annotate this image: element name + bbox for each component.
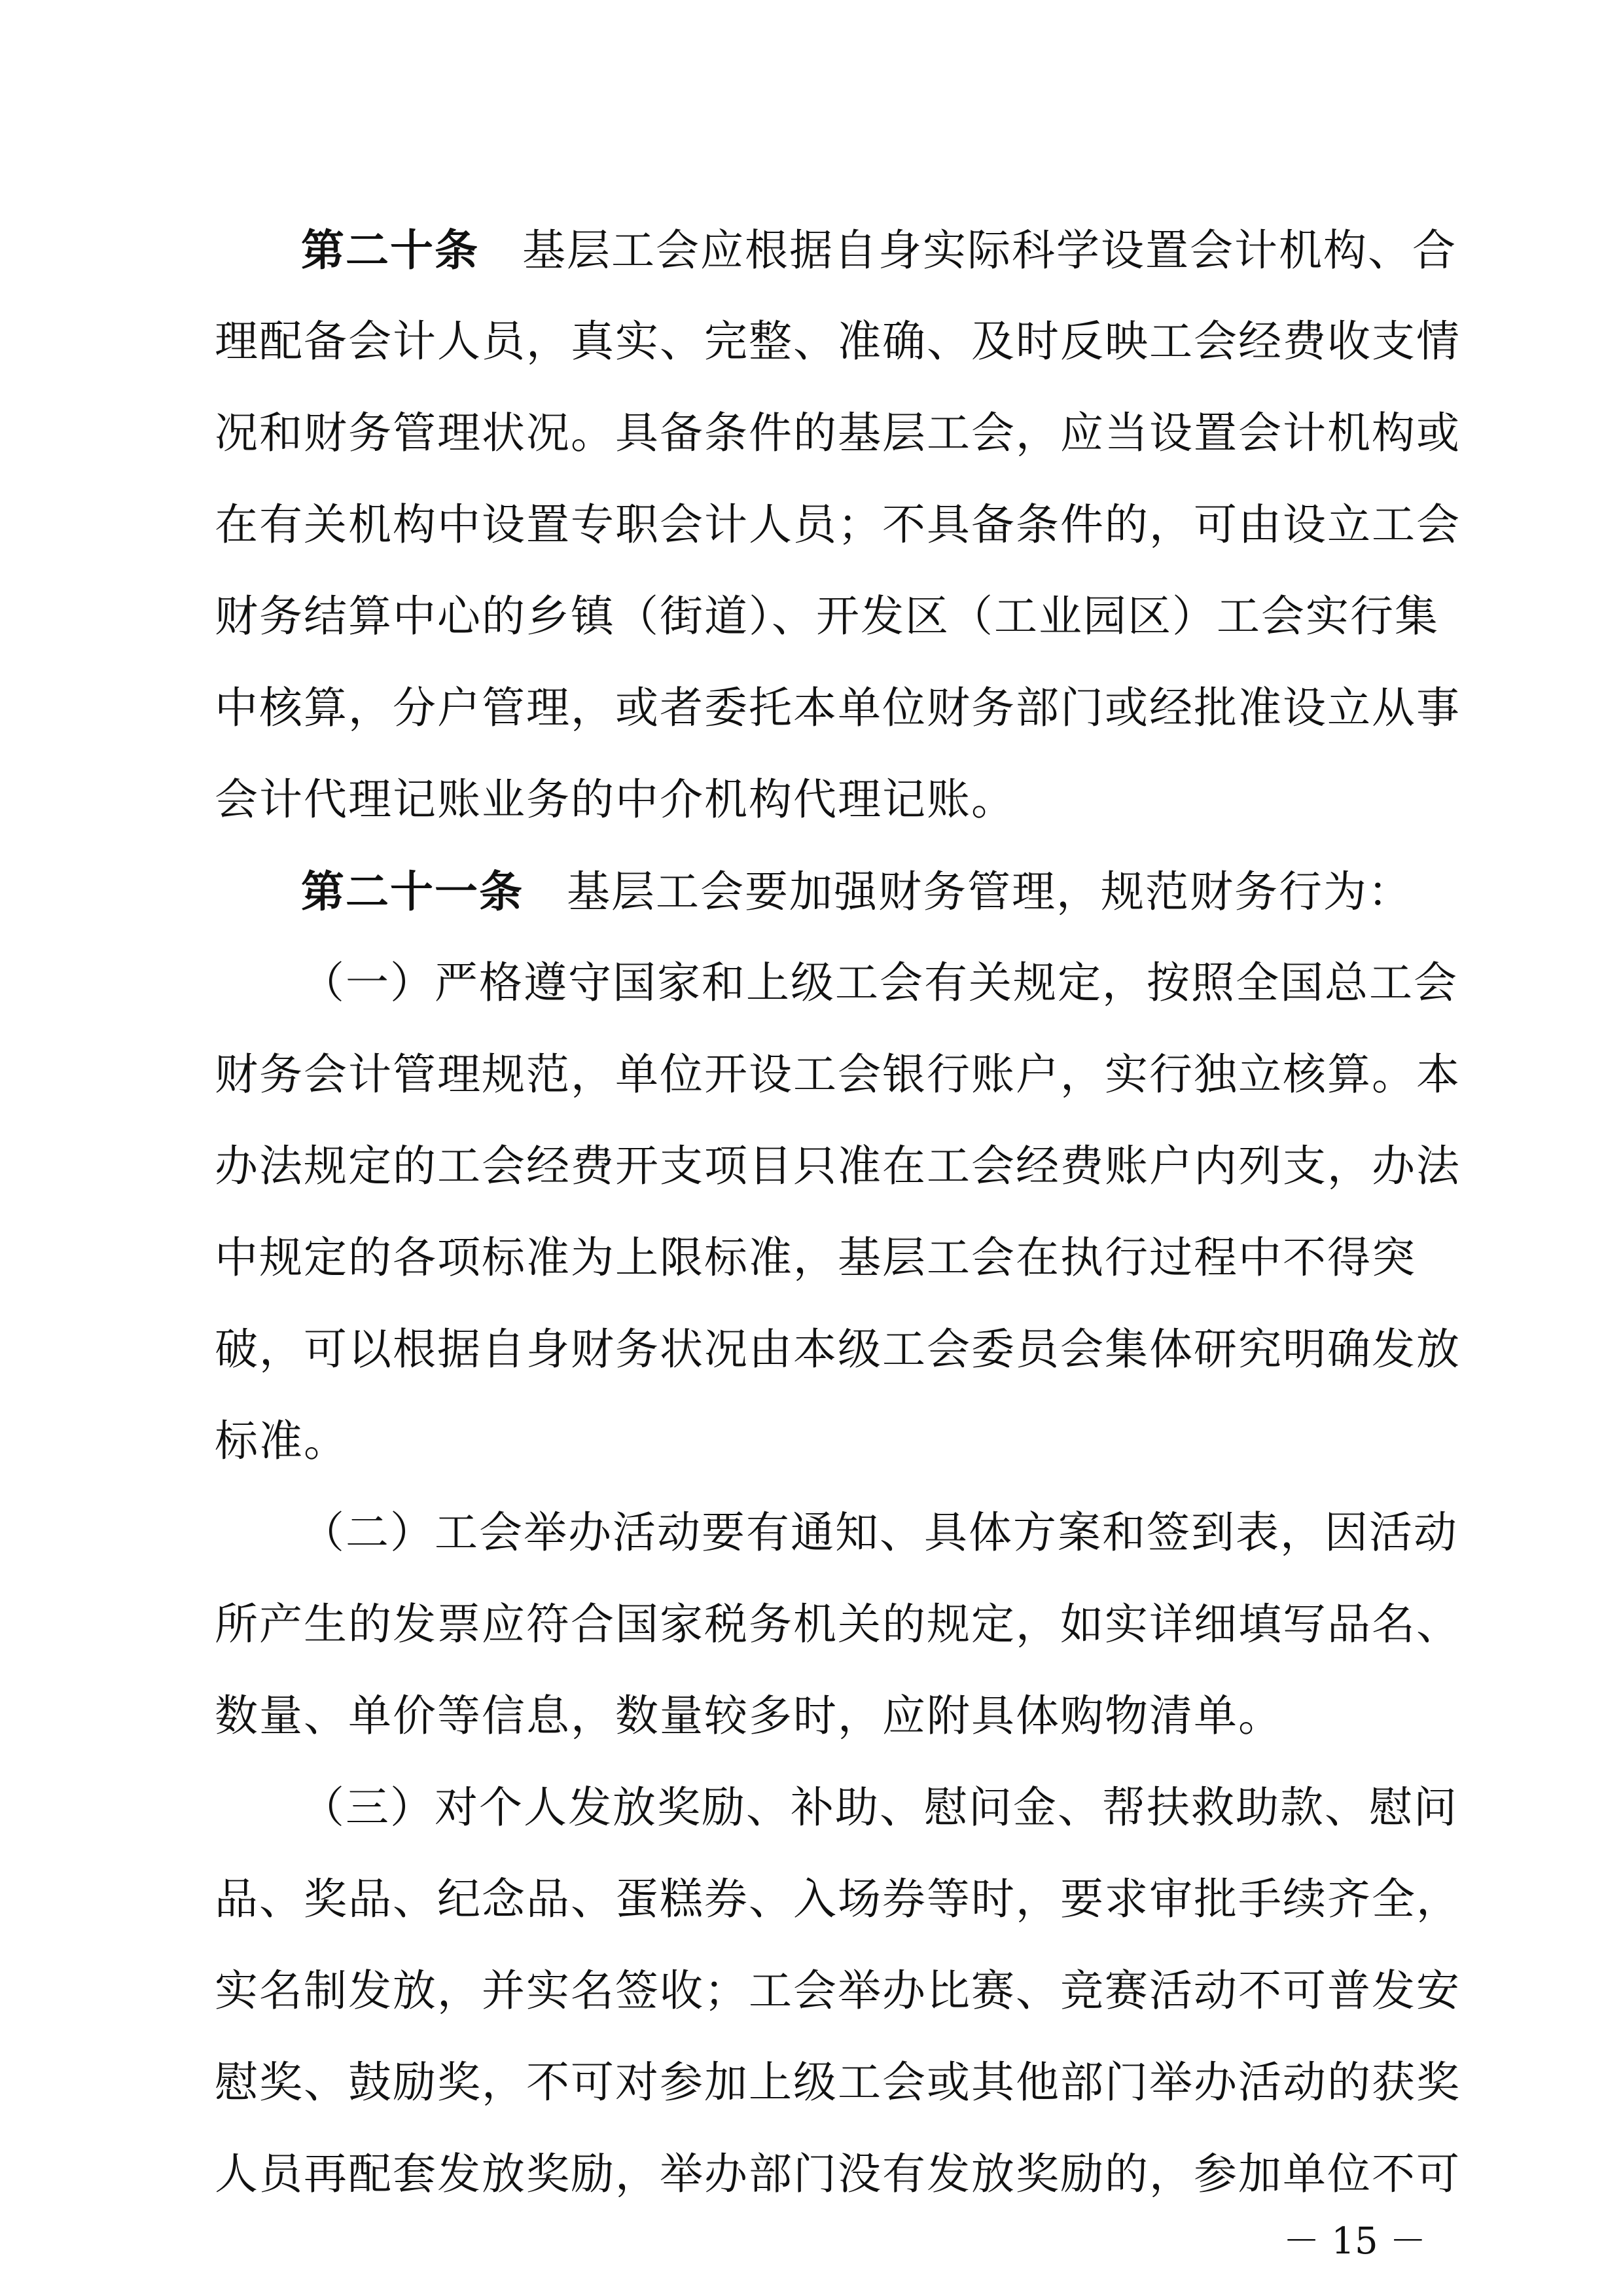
- article-21-title: 第二十一条: [301, 866, 524, 917]
- article-20-text: 基层工会应根据自身实际科学设置会计机构、合: [522, 225, 1457, 276]
- item-2-line-2: 所产生的发票应符合国家税务机关的规定，如实详细填写品名、: [215, 1599, 1461, 1649]
- item-1-line-5: 破，可以根据自身财务状况由本级工会委员会集体研究明确发放: [215, 1324, 1461, 1374]
- item-2-line-3: 数量、单价等信息，数量较多时，应附具体购物清单。: [215, 1691, 1283, 1741]
- item-3-line-1: （三）对个人发放奖励、补助、慰问金、帮扶救助款、慰问: [301, 1782, 1458, 1833]
- article-20-line-2: 理配备会计人员，真实、完整、准确、及时反映工会经费收支情: [215, 316, 1461, 367]
- item-1-line-4: 中规定的各项标准为上限标准，基层工会在执行过程中不得突: [215, 1232, 1416, 1283]
- item-2-line-1: （二）工会举办活动要有通知、具体方案和签到表，因活动: [301, 1507, 1458, 1558]
- item-3-line-4: 慰奖、鼓励奖，不可对参加上级工会或其他部门举办活动的获奖: [215, 2057, 1461, 2108]
- article-20-line-7: 会计代理记账业务的中介机构代理记账。: [215, 774, 1016, 825]
- article-21-first-line: [301, 846, 1412, 937]
- article-20-line-5: 财务结算中心的乡镇（街道）、开发区（工业园区）工会实行集: [215, 591, 1439, 641]
- item-3-line-3: 实名制发放，并实名签收；工会举办比赛、竞赛活动不可普发安: [215, 1965, 1461, 2016]
- article-20-line-6: 中核算，分户管理，或者委托本单位财务部门或经批准设立从事: [215, 683, 1461, 733]
- article-20-first-line: [301, 204, 1457, 296]
- item-1-line-6: 标准。: [215, 1416, 348, 1466]
- item-1-line-2: 财务会计管理规范，单位开设工会银行账户，实行独立核算。本: [215, 1049, 1461, 1100]
- article-21-intro: 基层工会要加强财务管理，规范财务行为：: [567, 867, 1412, 917]
- page-number: － 15 －: [1283, 2220, 1427, 2263]
- article-20-line-4: 在有关机构中设置专职会计人员；不具备条件的，可由设立工会: [215, 499, 1461, 550]
- article-20-title: 第二十条: [301, 224, 479, 276]
- item-3-line-2: 品、奖品、纪念品、蛋糕券、入场券等时，要求审批手续齐全，: [215, 1874, 1461, 1924]
- item-1-line-3: 办法规定的工会经费开支项目只准在工会经费账户内列支，办法: [215, 1141, 1461, 1191]
- article-20-line-3: 况和财务管理状况。具备条件的基层工会，应当设置会计机构或: [215, 408, 1461, 458]
- item-3-line-5: 人员再配套发放奖励，举办部门没有发放奖励的，参加单位不可: [215, 2149, 1461, 2199]
- item-1-line-1: （一）严格遵守国家和上级工会有关规定，按照全国总工会: [301, 958, 1458, 1008]
